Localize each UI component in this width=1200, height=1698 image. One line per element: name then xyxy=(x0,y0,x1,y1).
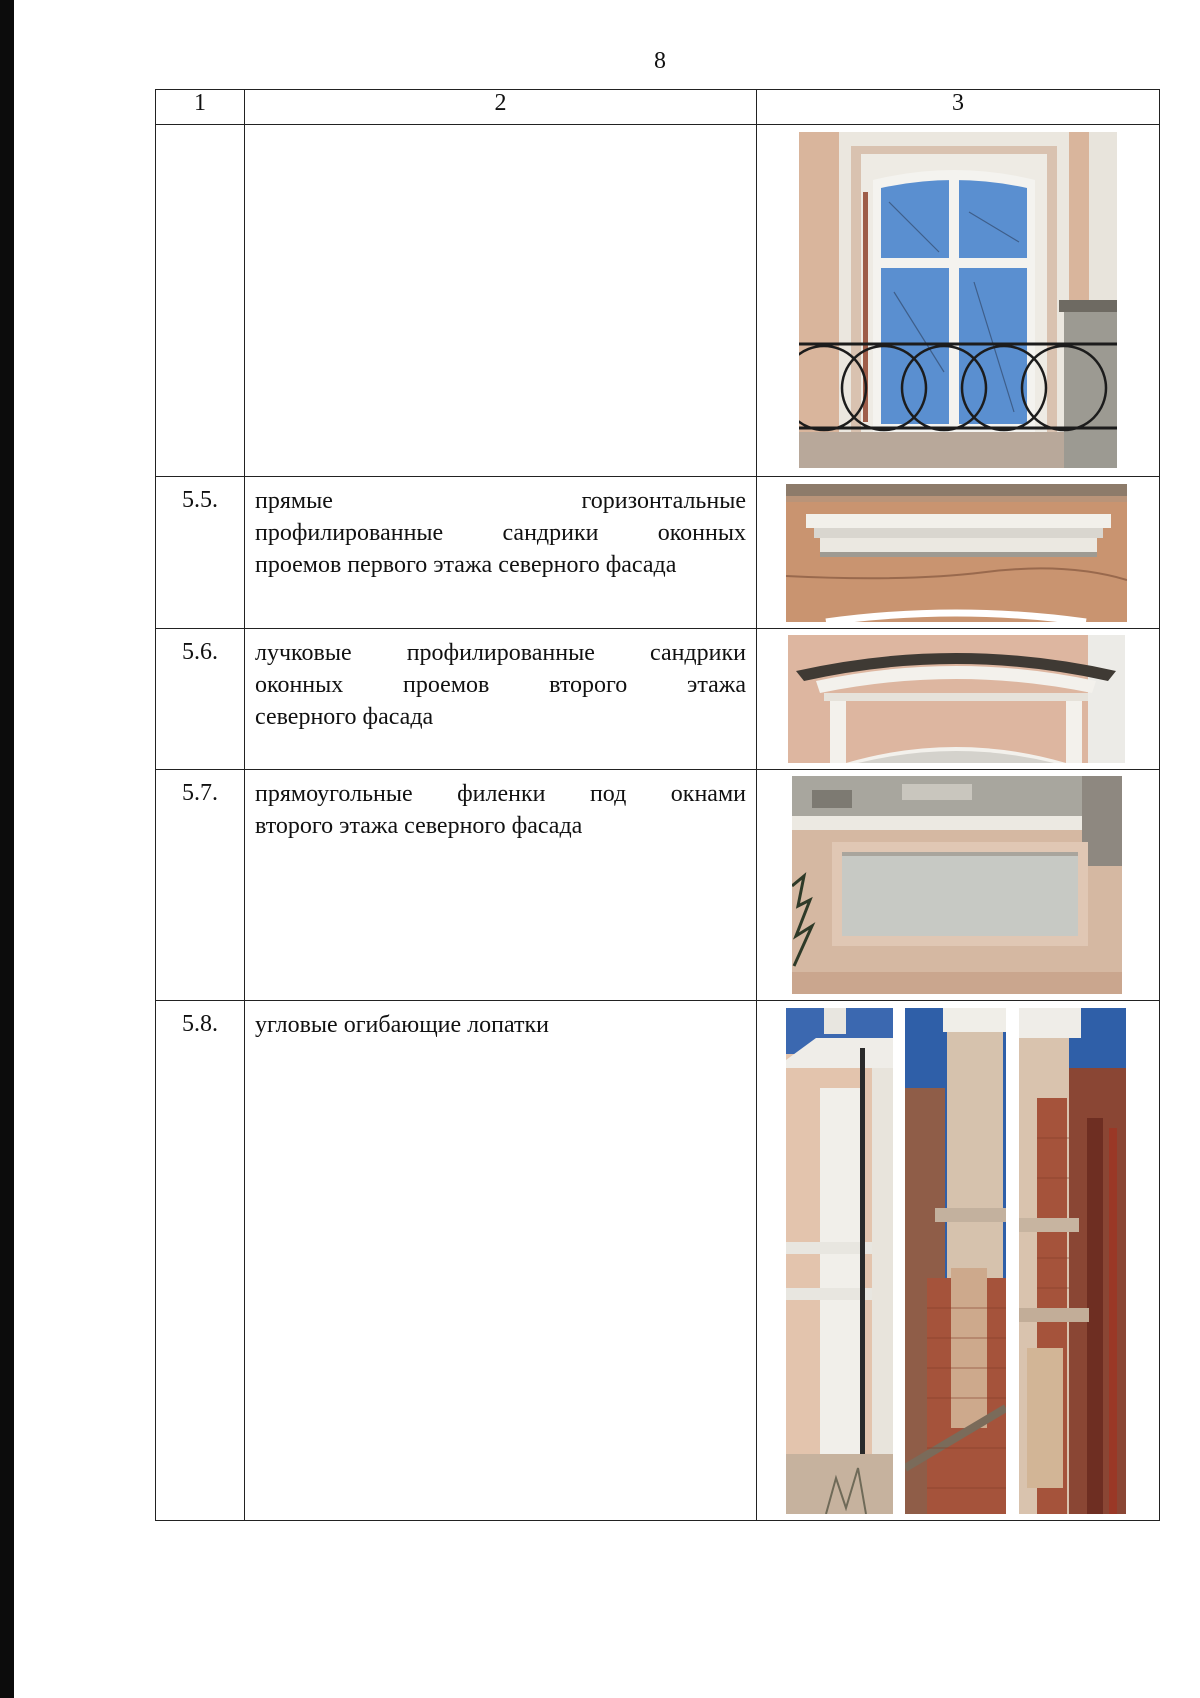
panel-under-window-photo xyxy=(792,776,1122,994)
description-line: прямоугольные филенки под окнами xyxy=(255,781,746,807)
header-col-2: 2 xyxy=(245,90,757,125)
row-description xyxy=(245,125,757,477)
photo-cell xyxy=(757,1001,1160,1521)
corner-pilaster-photo-3 xyxy=(1019,1008,1126,1514)
table-row xyxy=(156,629,1160,770)
description-line: северного фасада xyxy=(255,704,434,730)
row-description xyxy=(245,1001,757,1521)
row-description xyxy=(245,629,757,770)
row-number: 5.5. xyxy=(156,477,245,629)
row-description xyxy=(245,770,757,1001)
row-number: 5.8. xyxy=(156,1001,245,1521)
corner-pilaster-photo-2 xyxy=(905,1008,1006,1514)
table-row xyxy=(156,770,1160,1001)
description-line: лучковые профилированные сандрики xyxy=(255,640,746,666)
header-col-3: 3 xyxy=(757,90,1160,125)
row-description xyxy=(245,477,757,629)
photo-cell xyxy=(757,125,1160,477)
description-line: прямые горизонтальные xyxy=(255,488,746,514)
photo-cell xyxy=(757,770,1160,1001)
table-row xyxy=(156,477,1160,629)
window-balcony-photo xyxy=(799,132,1117,468)
horizontal-sandrik-photo xyxy=(786,484,1127,622)
description-line: оконных проемов второго этажа xyxy=(255,672,746,698)
photo-cell xyxy=(757,477,1160,629)
table-header-row xyxy=(156,90,1160,125)
corner-pilaster-photo-1 xyxy=(786,1008,893,1514)
description-line: проемов первого этажа северного фасада xyxy=(255,552,677,578)
photo-cell xyxy=(757,629,1160,770)
page-number: 8 xyxy=(654,48,666,74)
table-row xyxy=(156,1001,1160,1521)
description-line: второго этажа северного фасада xyxy=(255,813,583,839)
row-number xyxy=(156,125,245,477)
arched-sandrik-photo xyxy=(788,635,1125,763)
row-number: 5.7. xyxy=(156,770,245,1001)
description-line: угловые огибающие лопатки xyxy=(255,1012,550,1038)
header-col-1: 1 xyxy=(156,90,245,125)
table-row xyxy=(156,125,1160,477)
description-line: профилированные сандрики оконных xyxy=(255,520,746,546)
row-number: 5.6. xyxy=(156,629,245,770)
scan-edge xyxy=(0,0,14,1698)
elements-table xyxy=(155,89,1160,1521)
